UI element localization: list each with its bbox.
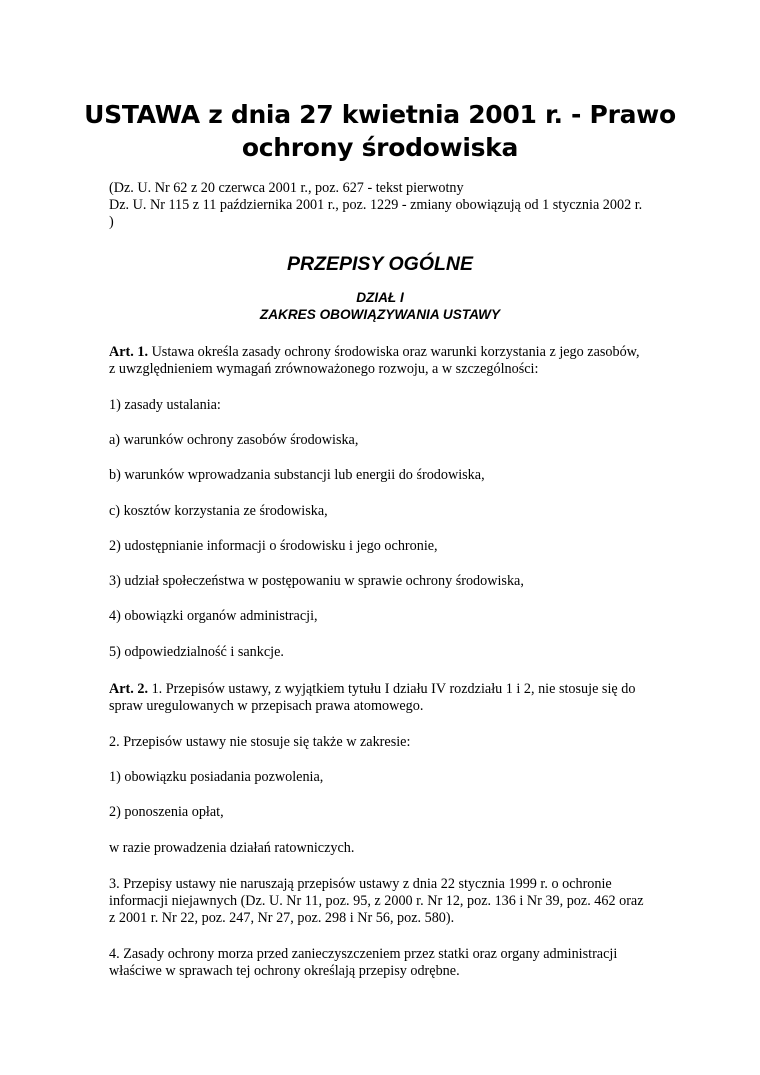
art1-item-1c: c) kosztów korzystania ze środowiska, (109, 503, 328, 519)
document-title (60, 98, 700, 164)
art2-p4-line-2: właściwe w sprawach tej ochrony określają przepisy odrębne. (109, 963, 460, 979)
art2-p3-line-1: 3. Przepisy ustawy nie naruszają przepisów ustawy z dnia 22 stycznia 1999 r. o ochronie (109, 876, 612, 892)
art2-p2-item-1: 1) obowiązku posiadania pozwolenia, (109, 769, 324, 785)
section-heading: PRZEPISY OGÓLNE (286, 253, 473, 275)
art2-p1-line-1 (109, 681, 699, 698)
art1-item-2: 2) udostępnianie informacji o środowisku i jego ochronie, (109, 538, 438, 554)
publication-line-2: Dz. U. Nr 115 z 11 października 2001 r., poz. 1229 - zmiany obowiązują od 1 stycznia 2002 r. (109, 197, 643, 213)
title-line-1: USTAWA z dnia 27 kwietnia 2001 r. - Prawo (84, 100, 676, 129)
art2-p3-line-3: z 2001 r. Nr 22, poz. 247, Nr 27, poz. 298 i Nr 56, poz. 580). (109, 910, 455, 926)
art1-item-1a: a) warunków ochrony zasobów środowiska, (109, 432, 359, 448)
art1-item-3: 3) udział społeczeństwa w postępowaniu w sprawie ochrony środowiska, (109, 573, 524, 589)
art2-p3-line-2: informacji niejawnych (Dz. U. Nr 11, poz. 95, z 2000 r. Nr 12, poz. 136 i Nr 39, poz. 462 oraz (109, 893, 644, 909)
art2-p2-closing: w razie prowadzenia działań ratowniczych. (109, 840, 355, 856)
title-line-2: ochrony środowiska (241, 133, 519, 162)
publication-line-3: ) (109, 214, 114, 230)
division-label: DZIAŁ I (356, 290, 404, 305)
art1-item-5: 5) odpowiedzialność i sankcje. (109, 644, 284, 660)
publication-line-1: (Dz. U. Nr 62 z 20 czerwca 2001 r., poz. 627 - tekst pierwotny (109, 180, 464, 196)
art1-item-1b: b) warunków wprowadzania substancji lub energii do środowiska, (109, 467, 485, 483)
art1-intro-line-2: z uwzględnieniem wymagań zrównoważonego rozwoju, a w szczególności: (109, 361, 539, 377)
art2-p2-item-2: 2) ponoszenia opłat, (109, 804, 224, 820)
art1-item-1: 1) zasady ustalania: (109, 397, 221, 413)
art2-p1-line-2: spraw uregulowanych w przepisach prawa atomowego. (109, 698, 424, 714)
art2-p4-line-1: 4. Zasady ochrony morza przed zanieczyszczeniem przez statki oraz organy administracji (109, 946, 618, 962)
art2-label: Art. 2. (109, 681, 149, 697)
art2-p1-text: 1. Przepisów ustawy, z wyjątkiem tytułu I działu IV rozdziału 1 i 2, nie stosuje się do (148, 681, 636, 697)
art1-item-4: 4) obowiązki organów administracji, (109, 608, 318, 624)
art1-intro-line-1 (109, 344, 699, 361)
art1-intro-text: Ustawa określa zasady ochrony środowiska oraz warunki korzystania z jego zasobów, (148, 344, 640, 360)
art2-p2: 2. Przepisów ustawy nie stosuje się także w zakresie: (109, 734, 411, 750)
art1-label: Art. 1. (109, 344, 149, 360)
division-title: ZAKRES OBOWIĄZYWANIA USTAWY (259, 307, 501, 322)
